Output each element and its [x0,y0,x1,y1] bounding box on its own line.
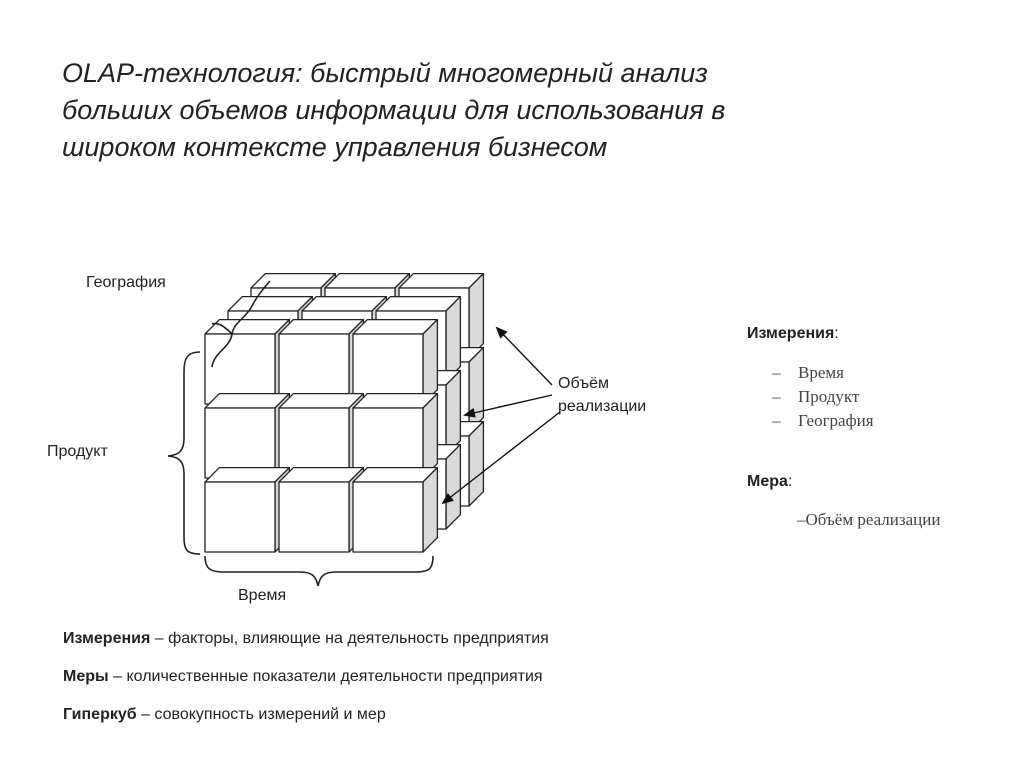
dimension-item-label: Продукт [798,387,860,406]
time-label: Время [238,587,287,604]
dimension-item-label: География [798,411,874,430]
cube-block-front [279,482,349,552]
time-brace [205,556,433,586]
definition-hypercube [63,706,386,724]
cube-block-front [353,482,423,552]
measures-heading-text: Мера [747,473,788,490]
definition-text: – совокупность измерений и мер [136,706,386,723]
measures-heading-colon: : [787,473,793,490]
cube-block-side [446,445,460,529]
cube-block-side [469,422,483,506]
list-dash: – [772,387,781,406]
title-line-3: широком контексте управления бизнесом [62,132,608,162]
dimension-item [772,385,874,409]
cube-block-side [423,394,437,478]
dimension-item [772,361,874,385]
definition-text: – количественные показатели деятельности предприятия [108,668,543,685]
definition-dimensions [63,630,549,648]
list-dash: – [772,363,781,382]
dimensions-heading-text: Измерения [747,325,835,342]
geography-label: География [86,274,166,291]
cube-block-side [446,297,460,381]
definition-term: Измерения [63,630,151,647]
dimension-item [772,409,874,433]
dimensions-heading-colon: : [834,325,839,342]
list-dash: – [772,411,781,430]
cube-block-front [205,482,275,552]
cube-block-side [423,468,437,552]
cube-block-side [423,320,437,404]
measure-label-line-1: Объём [558,375,609,392]
definition-measures [63,668,543,686]
definition-term: Меры [63,668,109,685]
measure-arrow-top [497,328,552,385]
title-line-2: больших объемов информации для использования в [62,95,726,125]
cube-block-side [446,371,460,455]
cube-block-side [469,274,483,358]
definition-text: – факторы, влияющие на деятельность предприятия [150,630,549,647]
dimension-item-label: Время [798,363,844,382]
title-line-1: OLAP-технология: быстрый многомерный анализ [62,58,708,88]
measures-heading [747,473,792,491]
cube-block-side [469,348,483,432]
product-brace [168,352,200,554]
definition-term: Гиперкуб [63,706,137,723]
dimensions-list [772,361,874,433]
product-label: Продукт [47,443,108,460]
cube-cells [205,274,483,552]
measure-label-line-2: реализации [558,398,647,415]
dimensions-heading [747,325,839,343]
measure-item: –Объём реализации [797,510,941,529]
